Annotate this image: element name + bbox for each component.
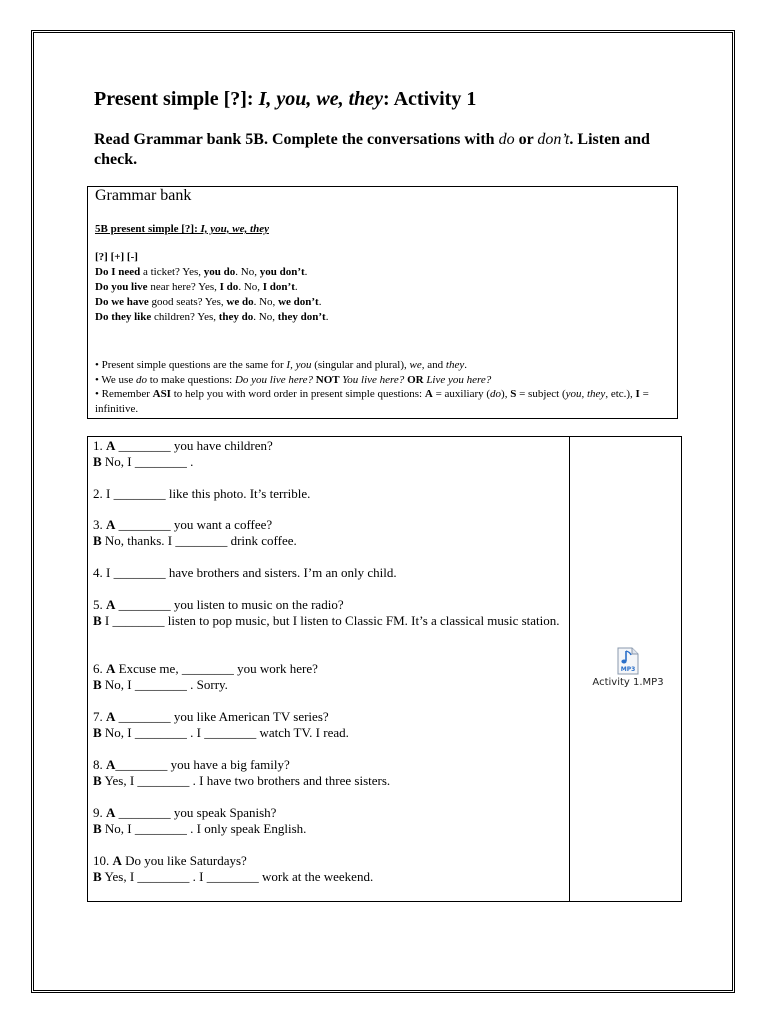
instructions: Read Grammar bank 5B. Complete the conversations with do or don’t. Listen and check. <box>94 131 650 168</box>
exercise-line: 9. A ________ you speak Spanish? <box>93 805 277 820</box>
example-line: Do you live near here? Yes, I do. No, I don’t. <box>95 281 298 293</box>
exercise-line: 10. A Do you like Saturdays? <box>93 853 247 868</box>
exercise-line: B No, I ________ . Sorry. <box>93 677 228 692</box>
mp3-filename[interactable]: Activity 1.MP3 <box>592 677 664 688</box>
exercise-line: 6. A Excuse me, ________ you work here? <box>93 661 318 676</box>
exercise-line: B No, I ________ . <box>93 454 194 469</box>
exercise-line: 8. A________ you have a big family? <box>93 757 290 772</box>
mp3-attachment[interactable] <box>583 647 673 688</box>
mp3-file-icon[interactable] <box>615 647 641 675</box>
exercise-line: 4. I ________ have brothers and sisters. I’m an only child. <box>93 565 397 580</box>
grammar-bank-notes <box>95 358 670 416</box>
exercise-item <box>93 517 563 549</box>
exercise-line: 7. A ________ you like American TV series? <box>93 709 329 724</box>
mp3-icon-text: MP3 <box>620 666 636 673</box>
exercise-line: 3. A ________ you want a coffee? <box>93 517 273 532</box>
column-divider <box>569 437 570 901</box>
exercise-line: B Yes, I ________ . I have two brothers and three sisters. <box>93 773 391 788</box>
exercise-item <box>93 486 563 502</box>
exercise-item <box>93 438 563 470</box>
grammar-bank-subheading: 5B present simple [?]: I, you, we, they <box>95 223 269 235</box>
exercise-line: B I ________ listen to pop music, but I listen to Classic FM. It’s a classical music station. <box>93 613 560 628</box>
exercise-item <box>93 709 563 741</box>
page-title: Present simple [?]: I, you, we, they: Activity 1 <box>94 88 477 110</box>
exercise-table <box>87 436 682 902</box>
exercise-item <box>93 597 563 629</box>
grammar-bank-box <box>87 186 678 419</box>
note-line: • Remember ASI to help you with word order in present simple questions: A = auxiliary (do), S = subject (you, they, etc.), I = infinitive. <box>95 388 649 415</box>
exercise-item <box>93 853 563 885</box>
exercise-line: 2. I ________ like this photo. It’s terrible. <box>93 486 311 501</box>
exercise-line: B No, I ________ . I ________ watch TV. I read. <box>93 725 349 740</box>
exercise-item <box>93 805 563 837</box>
exercise-line: 1. A ________ you have children? <box>93 438 273 453</box>
example-line: Do they like children? Yes, they do. No, they don’t. <box>95 311 329 323</box>
exercise-line: B No, I ________ . I only speak English. <box>93 821 307 836</box>
example-line: Do we have good seats? Yes, we do. No, we don’t. <box>95 296 322 308</box>
exercise-line: B No, thanks. I ________ drink coffee. <box>93 533 297 548</box>
grammar-bank-examples <box>95 265 328 325</box>
note-line: • Present simple questions are the same for I, you (singular and plural), we, and they. <box>95 359 467 371</box>
exercise-item <box>93 661 563 693</box>
grammar-bank-heading: Grammar bank <box>95 187 192 204</box>
exercise-item <box>93 757 563 789</box>
exercise-line: 5. A ________ you listen to music on the radio? <box>93 597 344 612</box>
exercise-item <box>93 565 563 581</box>
grammar-bank-marks: [?] [+] [-] <box>95 251 138 263</box>
note-line: • We use do to make questions: Do you live here? NOT You live here? OR Live you here? <box>95 373 492 386</box>
example-line: Do I need a ticket? Yes, you do. No, you don’t. <box>95 266 308 278</box>
exercise-line: B Yes, I ________ . I ________ work at the weekend. <box>93 869 374 884</box>
